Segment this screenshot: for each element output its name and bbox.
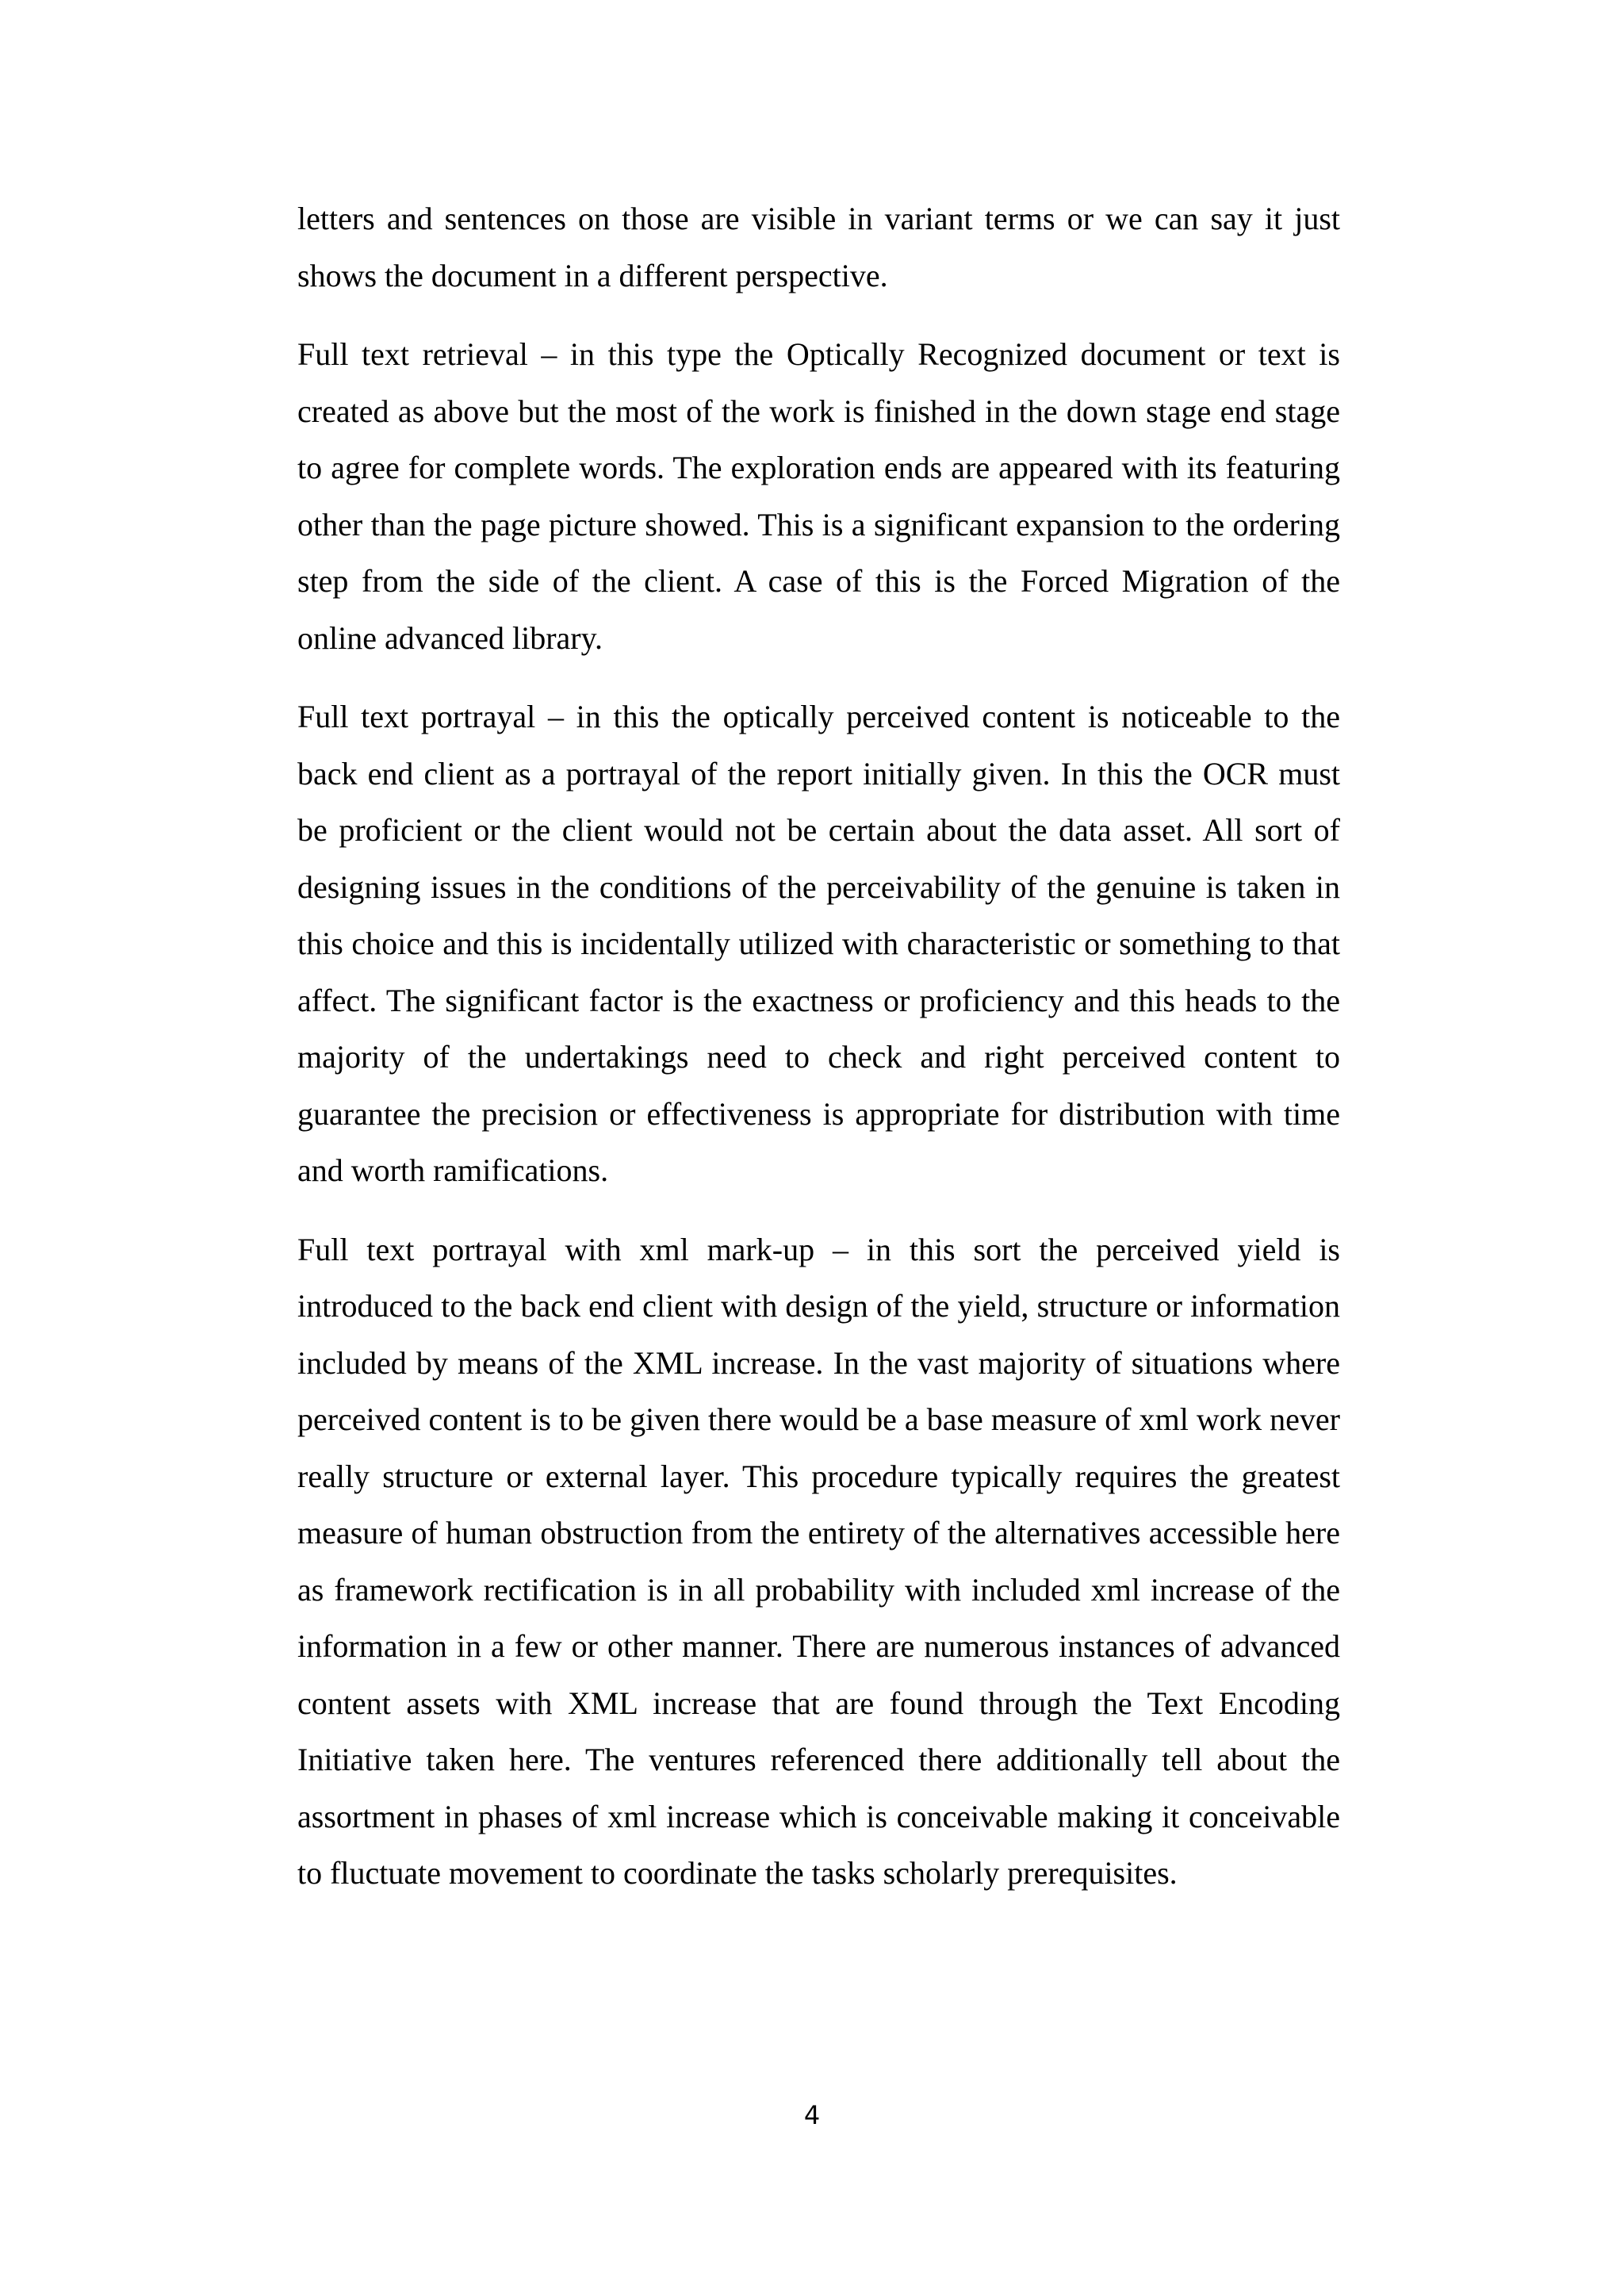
paragraph-continuation: letters and sentences on those are visible in variant terms or we can say it just shows the document in a different perspective. xyxy=(297,201,1340,293)
page-number: 4 xyxy=(803,2100,821,2130)
paragraph-full-text-portrayal: Full text portrayal – in this the optically perceived content is noticeable to the back end client as a portrayal of the report initially given. In this the OCR must be proficient or the client would not be certain about the data asset. All sort of designing issues in the conditions of the perceivability of the genuine is taken in this choice and this is incidentally utilized with characteristic or something to that affect. The significant factor is the exactness or proficiency and this heads to the majority of the undertakings need to check and right perceived content to guarantee the precision or effectiveness is appropriate for distribution with time and worth ramifications. xyxy=(297,699,1340,1188)
body-text xyxy=(297,190,1340,1924)
paragraph-full-text-portrayal-xml: Full text portrayal with xml mark-up – in this sort the perceived yield is introduced to the back end client with design of the yield, structure or information included by means of the XML increase. In the vast majority of situations where perceived content is to be given there would be a base measure of xml work never really structure or external layer. This procedure typically requires the greatest measure of human obstruction from the entirety of the alternatives accessible here as framework rectification is in all probability with included xml increase of the information in a few or other manner. There are numerous instances of advanced content assets with XML increase that are found through the Text Encoding Initiative taken here. The ventures referenced there additionally tell about the assortment in phases of xml increase which is conceivable making it conceivable to fluctuate movement to coordinate the tasks scholarly prerequisites. xyxy=(297,1231,1340,1891)
paragraph-full-text-retrieval: Full text retrieval – in this type the Optically Recognized document or text is created as above but the most of the work is finished in the down stage end stage to agree for complete words. The exploration ends are appeared with its featuring other than the page picture showed. This is a significant expansion to the ordering step from the side of the client. A case of this is the Forced Migration of the online advanced library. xyxy=(297,336,1340,656)
